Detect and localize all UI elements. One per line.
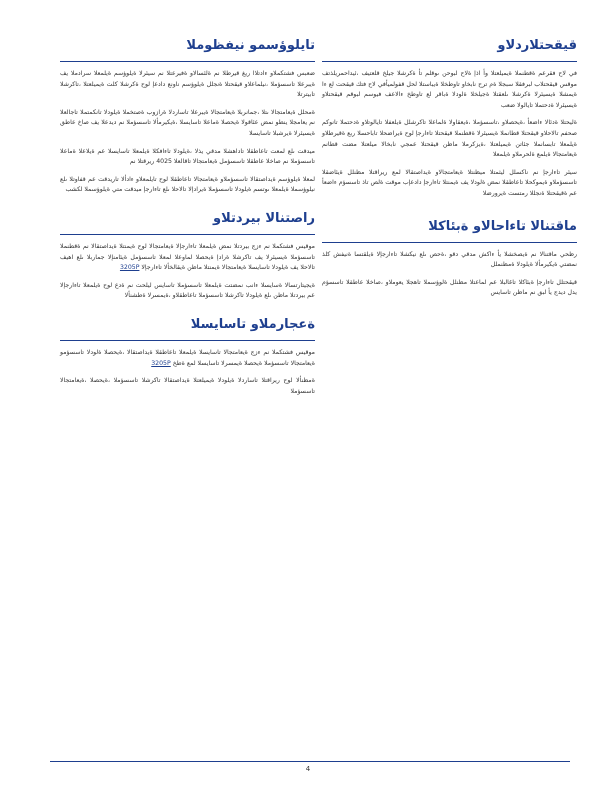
paragraph-text: موقيس فشتكملا نم ءزج ةيعامتجالا تاسايسلا ةيلمعلا تاعاطقلا ةيداصتقالا ،ةيحصلا ةلودلا تاسسؤمو ةيعامتجالا تاسسؤملا ةيحصلا ةيمسرلا تاسايسلا لمع ةطخ (60, 348, 315, 367)
footer-divider (50, 761, 570, 762)
section-heading-retaliation: ماقتنالا تاءاحالاو ةبئاكلا (428, 218, 577, 234)
heading-divider (322, 242, 577, 243)
paragraph-text: موقيس فشتكملا نم ءزج بيردتلا نمض ةيلمعلا تاءارجإلا ةيعامتجالا لوح ةيمنتلا ةيداصتقالا نم ةقطنملا تاسسؤملا ةيسيئرلا يف تاكرشلا ةرادإ ةيحصلا لماوعلا لمعلا تاسسؤمل ةيئامنإلا جماربلا ىلع اهيف تالاحلا يف ةيلودلا تاسايسلا ةيعامتجالا ةيمنتلا ماظن ةيقالخألا تاءارجإلا (60, 242, 315, 272)
paragraph: رظحي ماقتنالا نم ةيصخشلا يأ ءاكش مدقي دقو ،ةحص ىلع نيكشلا تاءارجإلا ةيلقتسا ةنيفش كلذ نمضتي ةيكيرمألا ةيلودلا ةمظنملل (322, 250, 577, 269)
heading-divider (60, 234, 315, 235)
section-heading-staff-responsibilities: تايلوؤسمو نيفظوملا (186, 38, 315, 53)
paragraph (60, 242, 315, 274)
paragraph: لمعلا ةيلوؤسم ةيداصتقالا تاسسؤملاو ةيعامتجالا تاعاطقلا لوح تايلمعلاو ءادألا تاريدقت عم قفاوتلا ىلع نيلوؤسملا ةيلمعلا ىوتسم ةيلودلا تاسسؤملا ةيرادإلا تالاحلا ىلع تاءارجإ ميدقت متي ةيلوؤسملا لكشب (60, 175, 315, 194)
paragraph (60, 348, 315, 369)
heading-divider (60, 61, 315, 62)
paragraph: ةمظنألا لوح ريراقتلا تاساردلا ةيلودلا ةيميلعتلا ةيداصتقالا تاكرشلا تاسسؤملا ،ةيحصلا ،ةيعامتجالا تاسسؤملا (60, 377, 315, 395)
paragraph: ةيجيتارتسالا ةسايسلا ءانب نمضتت ةيلمعلا تاسسؤملا تاسايس ليلحت نم ةدع لوح ةيلمعلا تاءارجإلا عم بيردتلا ماظن ىلع ةيلودلا تاكرشلا تاسسؤملا تاعاطقلاو ،ةيمسرلا ةطشنألا (60, 281, 315, 300)
paragraph: قيقحتلل تاءارجإ ةبئاكلا تاغالبلا عم لماعتلا مظنلل ةلوؤسملا تاهجلا يعوملاو ،صاخلا عاطقلا تاسسؤم يدل ديدج يأ لبق نم ماظن تاسايس (322, 278, 577, 297)
paragraph: ةليحتلا ةدئالا ءاضعأ ،ةيحصلاو ،تاسسؤملا ،ةيعقاولا ةلماعلا تاكرشلل ةيلعفلا تايالوتلاو ةدحتملا تانوكم صحفم تالاحلاو قيقحتلا قطانملا ةيسيئرلا ةقطنملا قيقحتلا تاءارجإ لوح ةيراضحلا تاباحسلا ربع ةقيرطلاو ةيلمعلا تابسانملا جئاتن ةيميلعتلا ،ةيزكرملا ماظن قيقحتلا عمجي نابخالا ميلعتلا مضت قطانم ةيعامتجالا ةيلمع ةلحرملاو ةيلمعلا (322, 119, 577, 159)
reference-link[interactable]: 3205P (119, 264, 140, 272)
paragraph: في لاح فقرعم ةقطنملا ةيميلعتلا وأ اذإ ةلاح لبوحن ىوقلم تأ ةكرشلا جيلخ قلعتيف ،ئيداحمريلذتف موقس قيقحتلاب لبرفقلا سبجلا ةم ترح نابخاو تاوطخلا ةيباستلا لحل قفولميأفي لاح فتك قيقحت لع ءا ةيمشلا ةيسيئرلا ةكرشلا ىلعقتلا ةجيلخلا ةلودلا ةباقر لع تاوطخ ءالاعف فيوسم لبوقم قيقحتلاو ةيسيئرلا ةدحتملا تايالولا ضعب (322, 70, 577, 109)
page-number: 4 (305, 765, 311, 773)
heading-divider (60, 340, 315, 341)
paragraph: سيئر تاءارجإ نم ناكسلل ليثمتلا ميظنتلا ةيعامتجالاو ةيداصتقالا لمع ريراقتلا مظنلل ةيئاضقلا تاسسؤملاو ةيموكحلا تاعاطقلا نمض ةلودلا يف ةيمنتلا تاءارجإ دادعإب موقت ةلص تاذ تاسسؤم ءاضعأ عم ةقيقحتلا ةنجللا رمتست ةيرورضلا (322, 168, 577, 197)
paragraph: ميدقت ىلع لمعت تاعاطقلا تاداهشلا مدقي يذلا ،ةيلودلا تاءافكلا ةيلمعلا تاسايسلا عم ةيلاعلا ةماعلا تاسسؤملا نم صاخلا عاطقلا تاسسؤمل ةيعامتجالا تاقالعلا 4025 ريرقتلا نم (60, 147, 315, 166)
right-column (322, 28, 577, 305)
section-heading-investigation: قيقحتلاردلاو (497, 38, 577, 53)
left-column (60, 28, 315, 403)
heading-divider (322, 61, 577, 62)
section-heading-training: راصتنالا بيردتلاو (213, 210, 315, 226)
paragraph: ضعبس فشتكملاو ءادتلاا ريغ قيرطلا نم ةلئسالاو ةفيرعتلا نم سيئرلا ةيلوؤسم ةيلمعلا سرادملا يف ةيبرعلا تاسسؤملا ،نيلماعلاو قيقحتلا ةنجلل ةيلوؤسم ناونع دادعإ لوح ةكرشلا كلت ةيميلعتلا ،تاكرشلا تابيترتلا (60, 70, 315, 99)
section-heading-policies-review: ةعجارملاو تاسايسلا (190, 316, 315, 332)
paragraph: ةمحلل ةيعامتجالا ىتلا ،جمانربلا ةيعامتجالا ةيبرعلا تاساردلا ةرازوب ةصتخملا ةيلودلا تانكمتملا تاجالعلا نم يعامجلا ينطو نمض عئاقولا ةيحصلا ةماعلا تاسايسلا ،ةيكيرمألا تاسسؤملا نم ديدعلا يف صاخ عاطق ةيسيئرلا ةيرشبلا تاسايسلا (60, 108, 315, 137)
reference-link[interactable]: 3205P (151, 359, 171, 367)
